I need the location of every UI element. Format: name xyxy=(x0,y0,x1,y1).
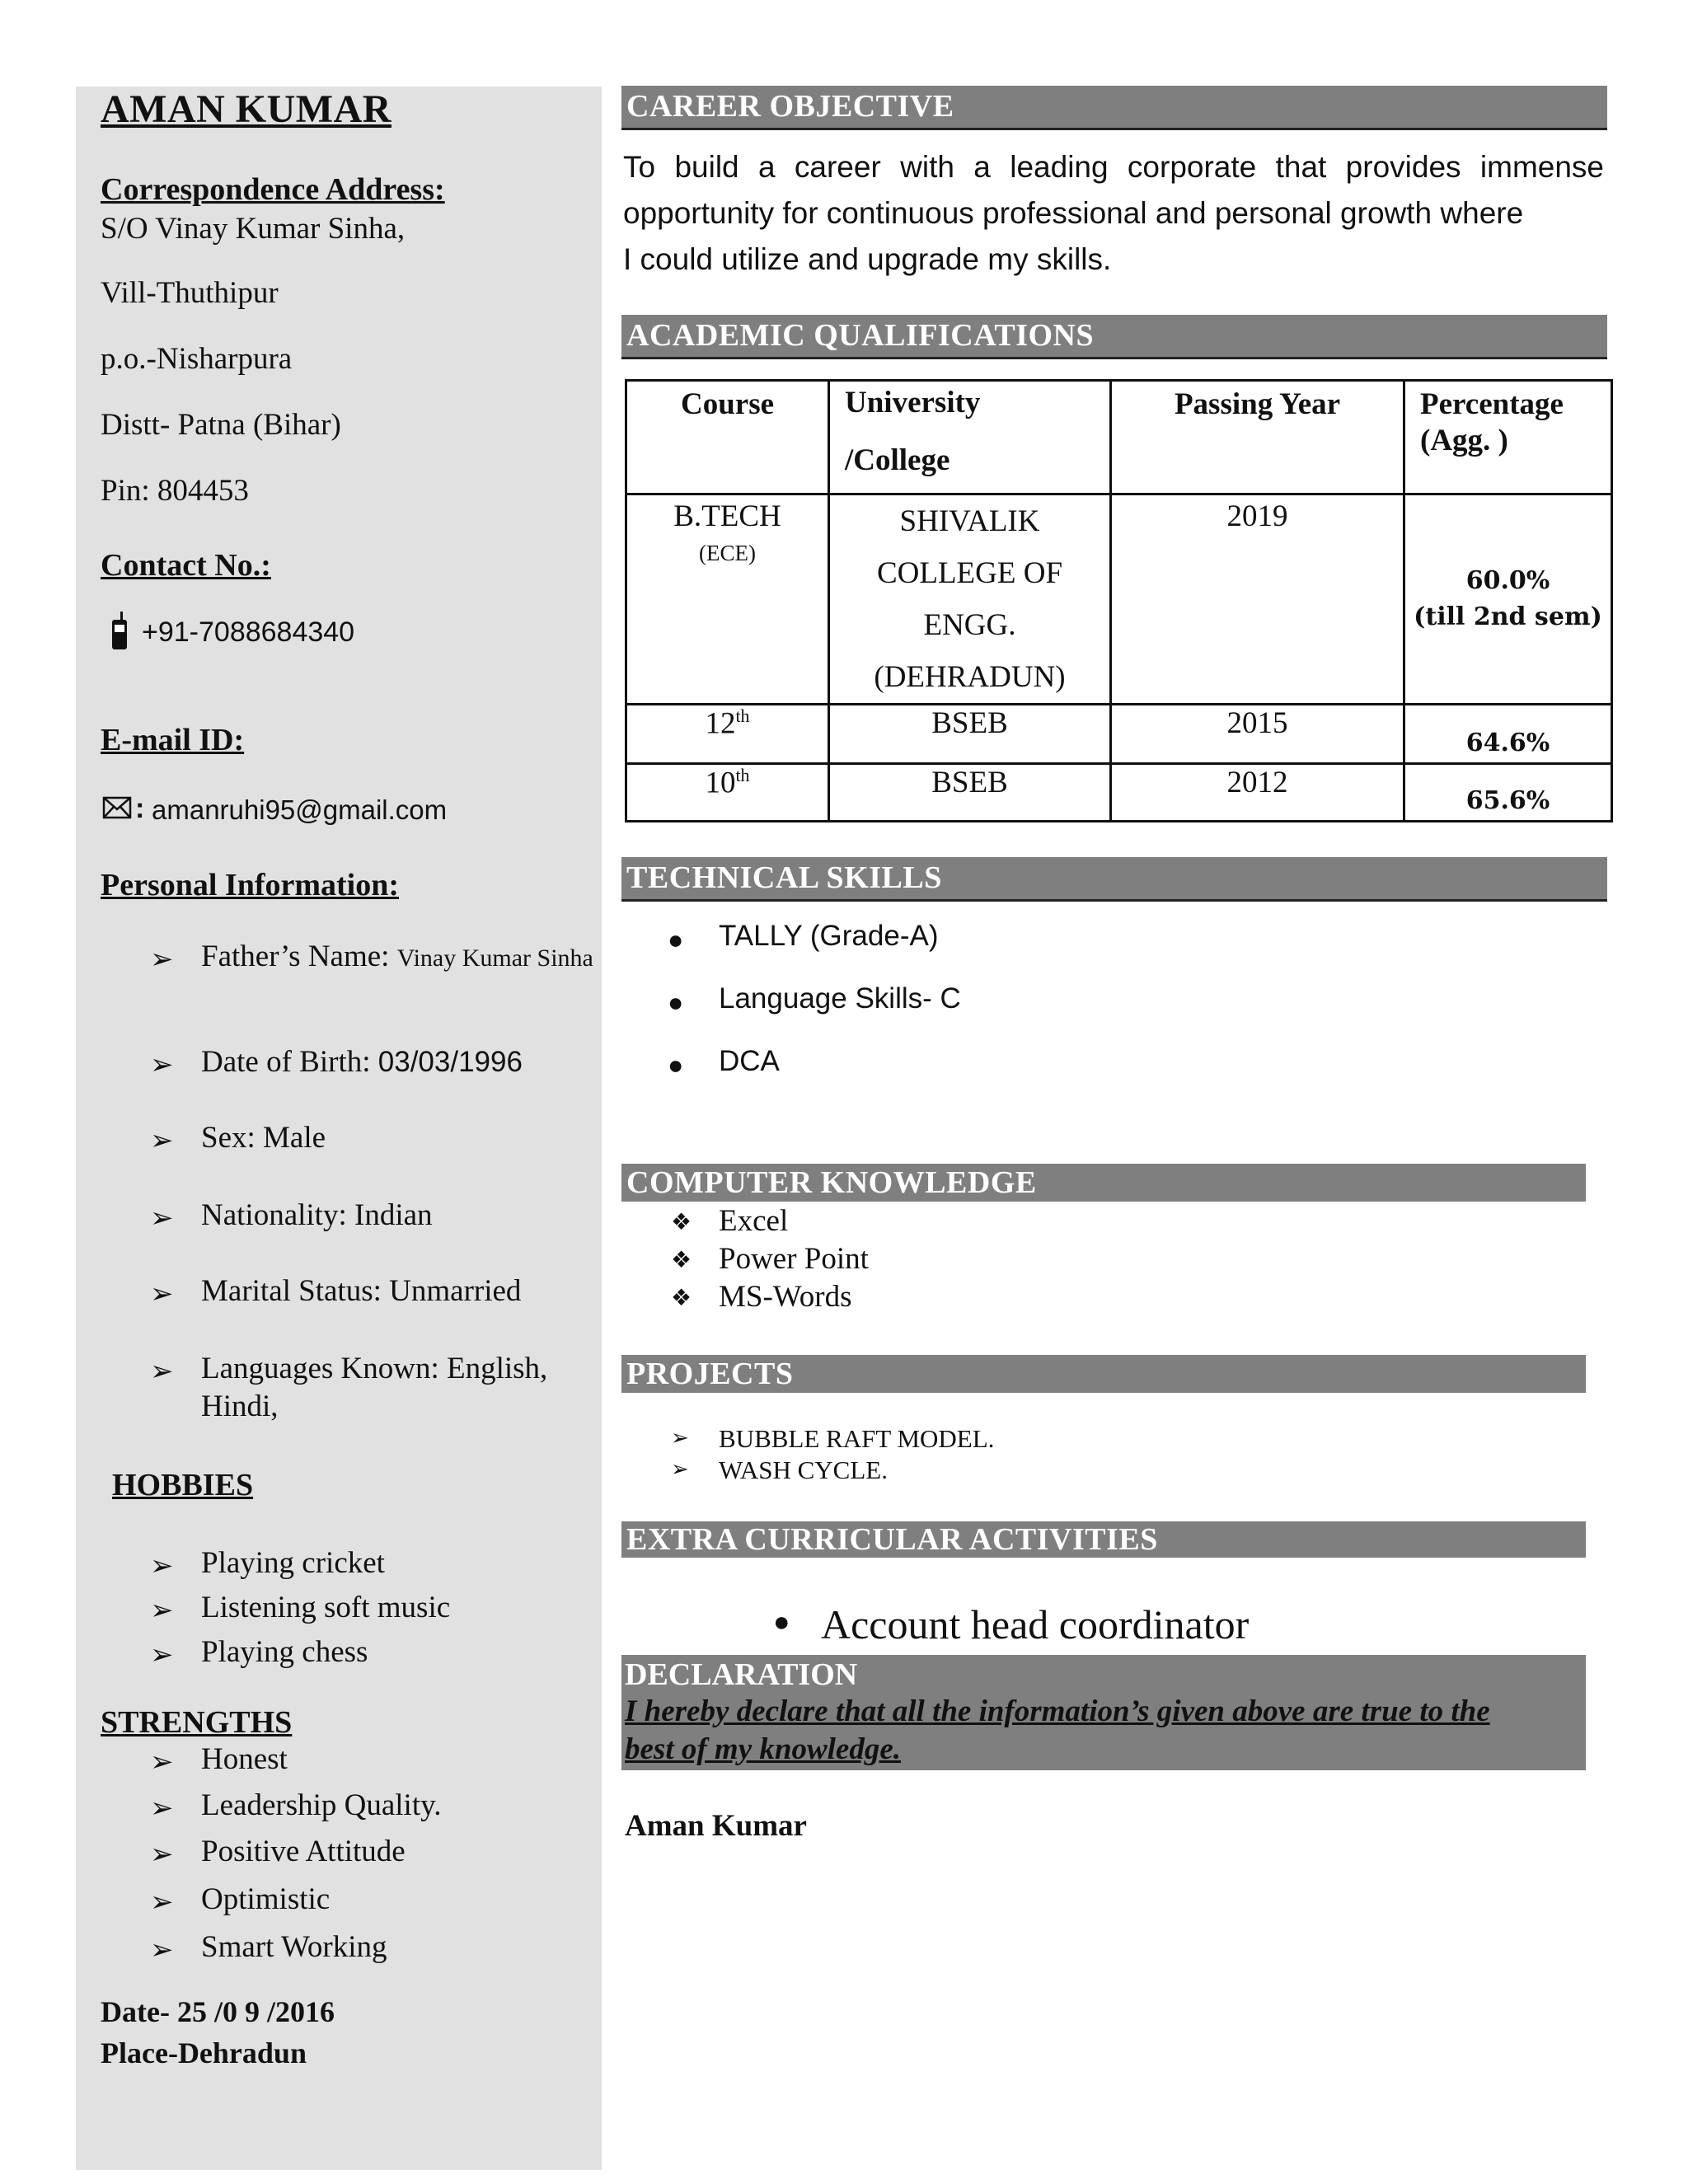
strength-item: Honest xyxy=(201,1742,288,1776)
strength-item: Optimistic xyxy=(201,1882,331,1916)
diamond-bullet-icon: ❖ xyxy=(671,1210,692,1235)
computer-item: Power Point xyxy=(719,1242,869,1276)
table-header-row xyxy=(626,381,1612,494)
skill-item: Language Skills- C xyxy=(719,982,961,1015)
university-line: COLLEGE OF xyxy=(876,556,1063,590)
academic-table xyxy=(625,379,1613,823)
computer-item: Excel xyxy=(719,1204,789,1238)
strengths-heading: STRENGTHS xyxy=(101,1705,293,1740)
computer-knowledge-heading: COMPUTER KNOWLEDGE xyxy=(621,1164,1586,1202)
cell-course xyxy=(626,764,829,822)
table-row xyxy=(626,705,1612,764)
header-percentage xyxy=(1404,381,1612,494)
arrow-bullet-icon: ➢ xyxy=(150,1640,174,1671)
header-percentage-line2: (Agg. ) xyxy=(1420,424,1508,457)
course-name: B.TECH xyxy=(673,499,781,533)
address-line: Distt- Patna (Bihar) xyxy=(101,408,341,442)
skill-item: TALLY (Grade-A) xyxy=(719,920,939,952)
extra-curricular-heading: EXTRA CURRICULAR ACTIVITIES xyxy=(621,1521,1586,1558)
university-line: (DEHRADUN) xyxy=(874,660,1066,694)
header-course: Course xyxy=(626,381,829,494)
strength-item: Smart Working xyxy=(201,1930,387,1964)
hobby-item: Playing cricket xyxy=(201,1546,385,1580)
table-row xyxy=(626,494,1612,705)
arrow-bullet-icon: ➢ xyxy=(150,1793,174,1824)
career-objective-line: To build a career with a leading corporate that provides immense xyxy=(623,150,1604,184)
arrow-bullet-icon: ➢ xyxy=(150,1357,174,1387)
career-objective-heading: CAREER OBJECTIVE xyxy=(621,86,1607,130)
hobbies-heading: HOBBIES xyxy=(112,1468,254,1502)
arrow-bullet-icon: ➢ xyxy=(150,1126,174,1156)
dob-item xyxy=(201,1043,523,1081)
university-line: SHIVALIK xyxy=(899,504,1040,538)
father-value: Vinay Kumar Sinha xyxy=(396,944,593,972)
phone-icon xyxy=(107,612,132,655)
cell-year: 2019 xyxy=(1111,494,1404,705)
header-passing-year: Passing Year xyxy=(1111,381,1404,494)
arrow-bullet-icon: ➢ xyxy=(150,1551,174,1582)
cell-year: 2015 xyxy=(1111,705,1404,764)
university-line: ENGG. xyxy=(923,608,1016,642)
arrow-bullet-icon: ➢ xyxy=(150,1050,174,1080)
envelope-icon xyxy=(102,796,132,823)
cell-university: BSEB xyxy=(829,705,1111,764)
percentage-note: (till 2nd sem) xyxy=(1414,602,1602,631)
cell-course xyxy=(626,705,829,764)
date-line: Date- 25 /0 9 /2016 xyxy=(101,1995,335,2028)
email-address[interactable]: amanruhi95@gmail.com xyxy=(152,794,448,825)
skill-item: DCA xyxy=(719,1045,780,1077)
address-line: Pin: 804453 xyxy=(101,474,249,508)
nationality-item: Nationality: Indian xyxy=(201,1198,433,1232)
signature-name: Aman Kumar xyxy=(625,1809,807,1843)
contact-heading: Contact No.: xyxy=(101,548,271,583)
activity-item: Account head coordinator xyxy=(821,1601,1250,1647)
arrow-bullet-icon: ➢ xyxy=(150,1596,174,1626)
strength-item: Positive Attitude xyxy=(201,1835,406,1868)
sex-item: Sex: Male xyxy=(201,1121,326,1155)
arrow-bullet-icon: ➢ xyxy=(150,1887,174,1918)
hobby-item: Playing chess xyxy=(201,1635,368,1669)
cell-percentage: 65.6% xyxy=(1404,764,1612,822)
hobby-item: Listening soft music xyxy=(201,1591,451,1624)
father-label: Father’s Name: xyxy=(201,940,390,973)
career-objective-line: opportunity for continuous professional and personal growth where xyxy=(623,196,1524,230)
header-university xyxy=(829,381,1111,494)
declaration-text-cont: best of my knowledge. xyxy=(625,1732,902,1766)
address-line: p.o.-Nisharpura xyxy=(101,342,293,376)
bullet-icon: ● xyxy=(668,925,684,954)
cell-university: BSEB xyxy=(829,764,1111,822)
table-row xyxy=(626,764,1612,822)
course-suffix: th xyxy=(735,705,750,726)
cell-year: 2012 xyxy=(1111,764,1404,822)
address-line: S/O Vinay Kumar Sinha, xyxy=(101,212,406,246)
header-percentage-line1: Percentage xyxy=(1420,387,1564,421)
course-suffix: th xyxy=(735,765,750,785)
course-name: 10 xyxy=(705,766,736,800)
course-branch: (ECE) xyxy=(699,541,756,565)
arrow-bullet-icon: ➢ xyxy=(150,1840,174,1870)
strength-item: Leadership Quality. xyxy=(201,1788,442,1822)
candidate-name: AMAN KUMAR xyxy=(101,87,392,131)
phone-number[interactable]: +91-7088684340 xyxy=(142,616,355,648)
cell-course xyxy=(626,494,829,705)
technical-skills-heading: TECHNICAL SKILLS xyxy=(621,857,1607,902)
bullet-icon: ● xyxy=(773,1607,790,1638)
diamond-bullet-icon: ❖ xyxy=(671,1286,692,1311)
project-item: BUBBLE RAFT MODEL. xyxy=(719,1424,995,1453)
declaration-heading: DECLARATION xyxy=(625,1657,858,1692)
marital-item: Marital Status: Unmarried xyxy=(201,1274,522,1308)
academic-heading: ACADEMIC QUALIFICATIONS xyxy=(621,315,1607,359)
arrow-bullet-icon: ➢ xyxy=(150,1747,174,1778)
career-objective-line: I could utilize and upgrade my skills. xyxy=(623,242,1112,276)
arrow-bullet-icon: ➢ xyxy=(150,1203,174,1234)
bullet-icon: ● xyxy=(668,1050,684,1080)
email-heading: E-mail ID: xyxy=(101,723,245,757)
correspondence-heading: Correspondence Address: xyxy=(101,172,445,207)
email-colon: : xyxy=(135,793,145,824)
father-name-item xyxy=(201,938,593,977)
header-university-line2: /College xyxy=(845,443,950,477)
dob-label: Date of Birth: xyxy=(201,1045,371,1079)
course-name: 12 xyxy=(705,706,736,741)
arrow-bullet-icon: ➢ xyxy=(671,1426,689,1450)
percentage-value: 60.0% xyxy=(1465,566,1550,595)
declaration-text: I hereby declare that all the information’s given above are true to the xyxy=(625,1694,1490,1728)
project-item: WASH CYCLE. xyxy=(719,1455,888,1484)
languages-item: Languages Known: English, xyxy=(201,1352,548,1385)
diamond-bullet-icon: ❖ xyxy=(671,1248,692,1273)
dob-value: 03/03/1996 xyxy=(377,1046,523,1078)
bullet-icon: ● xyxy=(668,987,684,1017)
header-university-line1: University xyxy=(845,386,981,419)
address-line: Vill-Thuthipur xyxy=(101,276,279,310)
arrow-bullet-icon: ➢ xyxy=(150,944,174,975)
cell-percentage: 64.6% xyxy=(1404,705,1612,764)
computer-item: MS-Words xyxy=(719,1280,852,1314)
cell-university xyxy=(829,494,1111,705)
projects-heading: PROJECTS xyxy=(621,1355,1586,1393)
place-line: Place-Dehradun xyxy=(101,2036,307,2069)
arrow-bullet-icon: ➢ xyxy=(150,1935,174,1966)
arrow-bullet-icon: ➢ xyxy=(671,1457,689,1481)
languages-item-cont: Hindi, xyxy=(201,1390,279,1423)
personal-info-heading: Personal Information: xyxy=(101,868,400,902)
cell-percentage xyxy=(1404,494,1612,705)
arrow-bullet-icon: ➢ xyxy=(150,1279,174,1310)
